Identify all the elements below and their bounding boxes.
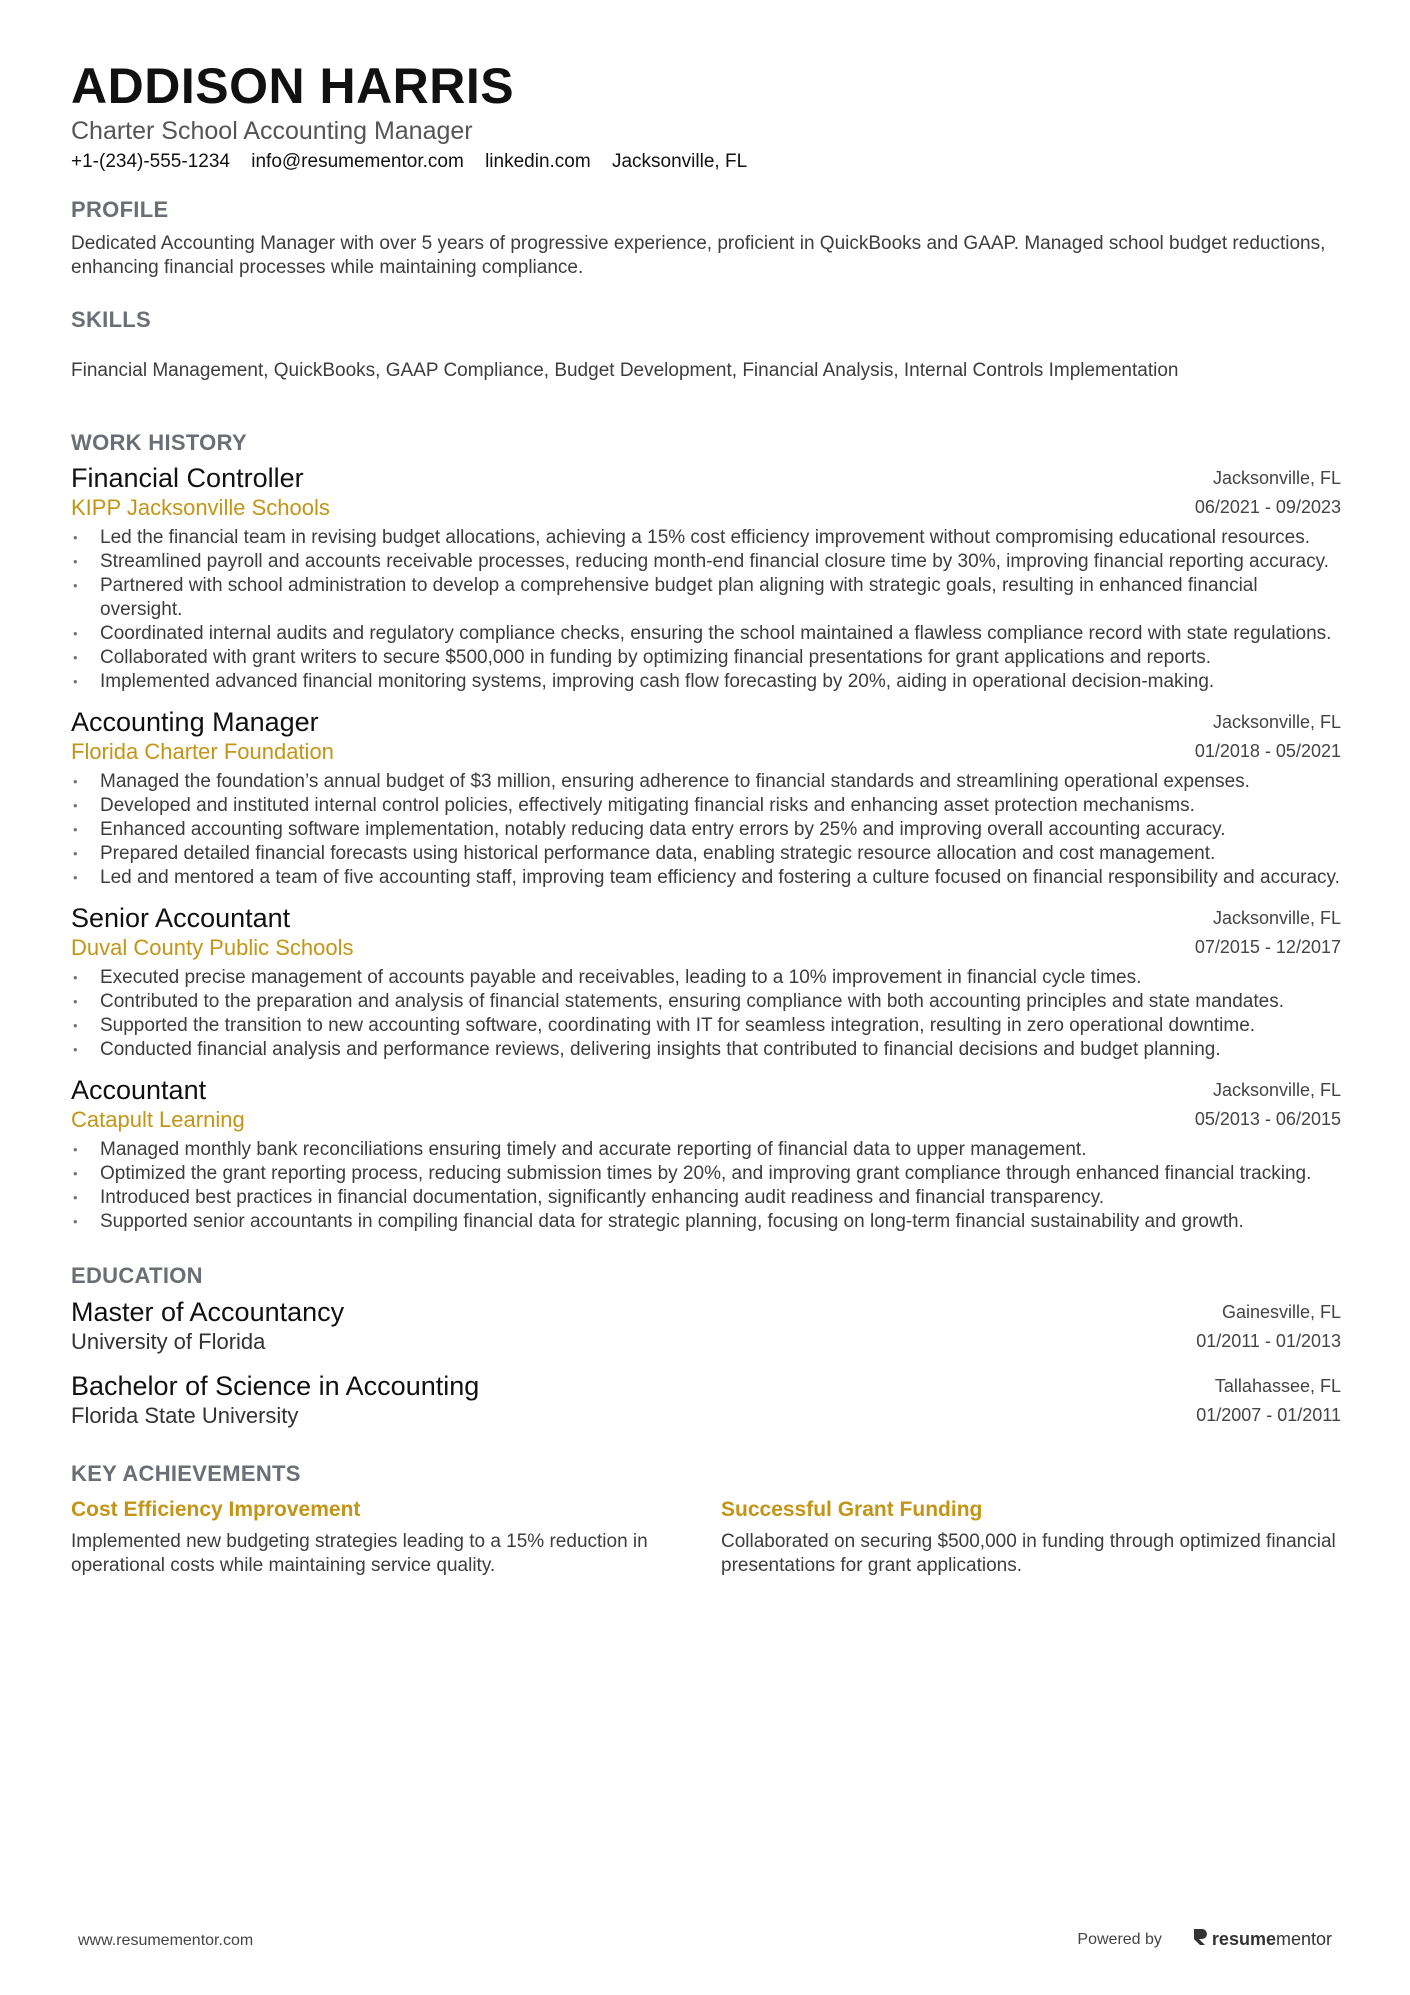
degree-title: Bachelor of Science in Accounting (71, 1371, 480, 1401)
job-company: Duval County Public Schools (71, 935, 354, 960)
list-item: • Coordinated internal audits and regulatory compliance checks, ensuring the school maintained a flawless compliance record with state regulations. (71, 622, 1341, 646)
education-dates: 01/2011 - 01/2013 (1196, 1331, 1341, 1351)
skills-text: Financial Management, QuickBooks, GAAP Compliance, Budget Development, Financial Analysis, Internal Controls Implementation (71, 360, 1179, 381)
powered-by-label: Powered by (1077, 1930, 1162, 1948)
job-bullets (71, 526, 1341, 694)
education-entry (71, 1296, 1341, 1356)
job-entry (71, 706, 1341, 890)
job-company: Florida Charter Foundation (71, 739, 334, 764)
work-history-section (71, 429, 1341, 1234)
job-meta (1195, 464, 1341, 522)
list-item: • Collaborated with grant writers to secure $500,000 in funding by optimizing financial presentations for grant applications and reports. (71, 646, 1341, 670)
profile-section (71, 196, 1341, 280)
job-location: Jacksonville, FL (1212, 712, 1341, 732)
job-bullets (71, 1138, 1341, 1234)
list-item: • Prepared detailed financial forecasts using historical performance data, enabling strategic resource allocation and cost management. (71, 842, 1341, 866)
list-item: • Led the financial team in revising budget allocations, achieving a 15% cost efficiency improvement without compromising educational resources. (71, 526, 1341, 550)
brand-name-bold: resume (1211, 1929, 1276, 1949)
job-location: Jacksonville, FL (1212, 468, 1341, 488)
brand-name-light: mentor (1275, 1929, 1332, 1949)
list-item: • Led and mentored a team of five accounting staff, improving team efficiency and fostering a culture focused on financial responsibility and accuracy. (71, 866, 1341, 890)
footer-website[interactable]: www.resumementor.com (78, 1932, 254, 1949)
achievement-description: Implemented new budgeting strategies leading to a 15% reduction in operational costs while maintaining service quality. (71, 1531, 648, 1576)
school-name: Florida State University (71, 1403, 299, 1428)
job-location: Jacksonville, FL (1212, 908, 1341, 928)
profile-text: Dedicated Accounting Manager with over 5 years of progressive experience, proficient in QuickBooks and GAAP. Managed school budget reductions, enhancing financial processes while maintaining compliance. (71, 233, 1326, 278)
job-dates: 01/2018 - 05/2021 (1194, 741, 1341, 761)
candidate-title: Charter School Accounting Manager (71, 117, 473, 145)
list-item: • Supported the transition to new accounting software, coordinating with IT for seamless integration, resulting in zero operational downtime. (71, 1014, 1341, 1038)
education-location: Tallahassee, FL (1214, 1376, 1341, 1396)
job-location: Jacksonville, FL (1212, 1080, 1341, 1100)
list-item: • Supported senior accountants in compiling financial data for strategic planning, focusing on long-term financial sustainability and growth. (71, 1210, 1341, 1234)
contact-phone: +1-(234)-555-1234 (71, 151, 230, 172)
achievements-section (71, 1460, 1341, 1578)
skills-section (71, 306, 1341, 383)
list-item: • Managed monthly bank reconciliations ensuring timely and accurate reporting of financial data to upper management. (71, 1138, 1341, 1162)
education-location: Gainesville, FL (1221, 1302, 1341, 1322)
contact-linkedin[interactable]: linkedin.com (485, 151, 591, 172)
section-title-achievements: KEY ACHIEVEMENTS (71, 1461, 301, 1486)
resume-header (71, 56, 1341, 176)
list-item: • Streamlined payroll and accounts receivable processes, reducing month-end financial closure time by 30%, improving financial reporting accuracy. (71, 550, 1341, 574)
degree-title: Master of Accountancy (71, 1297, 345, 1327)
job-meta (1195, 708, 1341, 766)
job-meta (1195, 904, 1341, 962)
education-section (71, 1262, 1341, 1430)
list-item: • Introduced best practices in financial documentation, significantly enhancing audit readiness and financial transparency. (71, 1186, 1341, 1210)
list-item: • Contributed to the preparation and analysis of financial statements, ensuring compliance with both accounting principles and state mandates. (71, 990, 1341, 1014)
education-dates: 01/2007 - 01/2011 (1196, 1405, 1341, 1425)
job-dates: 05/2013 - 06/2015 (1194, 1109, 1341, 1129)
education-meta (1196, 1372, 1341, 1430)
achievement-title: Successful Grant Funding (721, 1498, 983, 1521)
job-entry (71, 902, 1341, 1062)
brand-logo[interactable] (1192, 1928, 1332, 1951)
job-entry (71, 462, 1341, 694)
section-title-skills: SKILLS (71, 307, 152, 332)
achievements-grid (71, 1496, 1341, 1578)
list-item: • Enhanced accounting software implementation, notably reducing data entry errors by 25% and improving overall accounting accuracy. (71, 818, 1341, 842)
contact-email[interactable]: info@resumementor.com (251, 151, 464, 172)
job-title: Accounting Manager (71, 707, 319, 737)
achievement-item (721, 1496, 1341, 1578)
candidate-name: ADDISON HARRIS (71, 58, 515, 114)
footer-branding (1077, 1928, 1332, 1951)
education-entry (71, 1370, 1341, 1430)
brand-mark-icon (1192, 1928, 1208, 1951)
job-dates: 06/2021 - 09/2023 (1194, 497, 1341, 517)
section-title-work: WORK HISTORY (71, 430, 247, 455)
achievement-item (71, 1496, 691, 1578)
contact-location: Jacksonville, FL (611, 151, 748, 172)
list-item: • Executed precise management of accounts payable and receivables, leading to a 10% improvement in financial cycle times. (71, 966, 1341, 990)
job-bullets (71, 966, 1341, 1062)
achievement-description: Collaborated on securing $500,000 in funding through optimized financial presentations for grant applications. (721, 1531, 1336, 1576)
section-title-profile: PROFILE (71, 197, 169, 222)
list-item: • Optimized the grant reporting process, reducing submission times by 20%, and improving grant compliance through enhanced financial tracking. (71, 1162, 1341, 1186)
job-company: Catapult Learning (71, 1107, 245, 1132)
education-meta (1196, 1298, 1341, 1356)
list-item: • Conducted financial analysis and performance reviews, delivering insights that contributed to financial decisions and budget planning. (71, 1038, 1341, 1062)
contact-line (71, 148, 1341, 176)
job-entry (71, 1074, 1341, 1234)
list-item: • Implemented advanced financial monitoring systems, improving cash flow forecasting by 20%, aiding in operational decision-making. (71, 670, 1341, 694)
job-meta (1195, 1076, 1341, 1134)
school-name: University of Florida (71, 1329, 266, 1354)
section-title-education: EDUCATION (71, 1263, 203, 1288)
job-bullets (71, 770, 1341, 890)
job-title: Senior Accountant (71, 903, 291, 933)
job-title: Financial Controller (71, 463, 304, 493)
list-item: • Managed the foundation’s annual budget of $3 million, ensuring adherence to financial standards and streamlining operational expenses. (71, 770, 1341, 794)
resume-content (71, 56, 1341, 1578)
job-dates: 07/2015 - 12/2017 (1194, 937, 1341, 957)
list-item: • Partnered with school administration to develop a comprehensive budget plan aligning with strategic goals, resulting in enhanced financial oversight. (71, 574, 1341, 622)
list-item: • Developed and instituted internal control policies, effectively mitigating financial risks and enhancing asset protection mechanisms. (71, 794, 1341, 818)
job-title: Accountant (71, 1075, 207, 1105)
job-company: KIPP Jacksonville Schools (71, 495, 330, 520)
achievement-title: Cost Efficiency Improvement (71, 1498, 361, 1521)
